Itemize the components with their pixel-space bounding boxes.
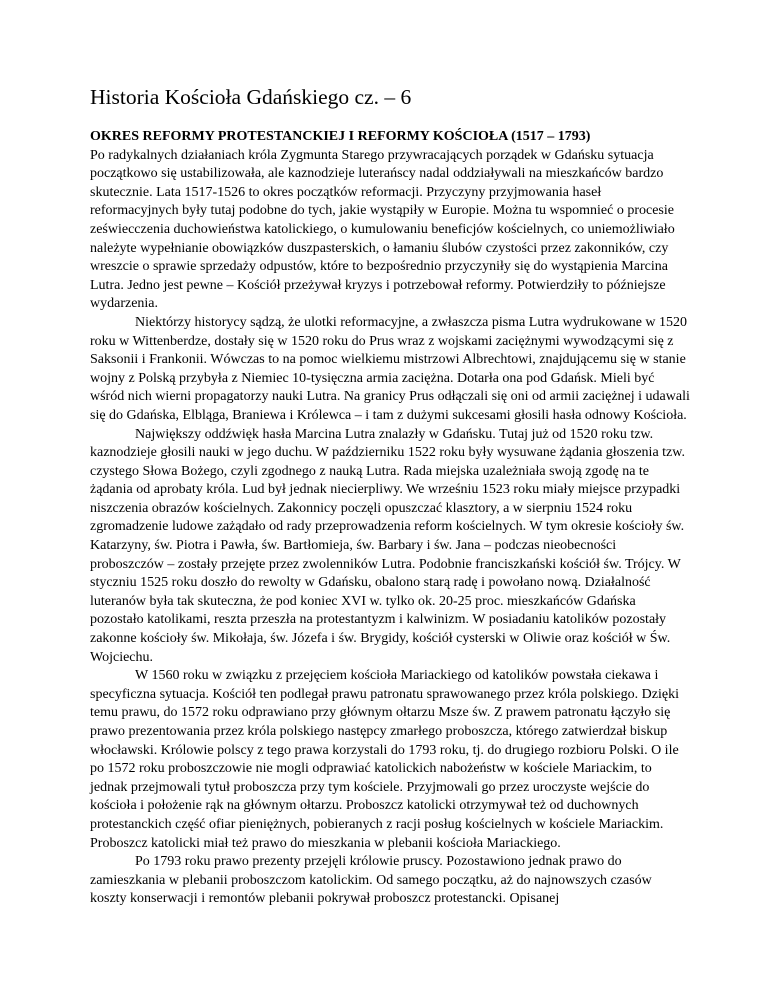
document-body <box>90 128 690 909</box>
paragraph-3: Największy oddźwięk hasła Marcina Lutra znalazły w Gdańsku. Tutaj już od 1520 roku tzw. kaznodzieje głosili nauki w jego duchu. W październiku 1522 roku były wysuwane żądania głoszenia tzw. czystego Słowa Bożego, czyli zgodnego z nauką Lutra. Rada miejska uzależniała swoją zgodę na te żądania od aprobaty króla. Lud był jednak niecierpliwy. We wrześniu 1523 roku miały miejsce przypadki niszczenia obrazów kościelnych. Zakonnicy poczęli opuszczać klasztory, a w sierpniu 1524 roku zgromadzenie ludowe zażądało od rady przeprowadzenia reform kościelnych. W tym okresie kościoły św. Katarzyny, św. Piotra i Pawła, św. Bartłomieja, św. Barbary i św. Jana – podczas nieobecności proboszczów – zostały przejęte przez zwolenników Lutra. Podobnie franciszkański kościół św. Trójcy. W styczniu 1525 roku doszło do rewolty w Gdańsku, obalono starą radę i powołano nową. Działalność luteranów była tak skuteczna, że pod koniec XVI w. tylko ok. 20-25 proc. mieszkańców Gdańska pozostało katolikami, reszta przeszła na protestantyzm i kalwinizm. W posiadaniu katolików pozostały zakonne kościoły św. Mikołaja, św. Józefa i św. Brygidy, kościół cysterski w Oliwie oraz kościół w Św. Wojciechu. <box>90 426 685 665</box>
document-page <box>90 84 690 909</box>
paragraph-2: Niektórzy historycy sądzą, że ulotki reformacyjne, a zwłaszcza pisma Lutra wydrukowane w 1520 roku w Wittenberdze, dostały się w 1520 roku do Prus wraz z wojskami zaciężnymi wywodzącymi się z Saksonii i Frankonii. Wówczas to na pomoc wielkiemu mistrzowi Albrechtowi, znajdującemu się w stanie wojny z Polską przybyła z Niemiec 10-tysięczna armia zaciężna. Dotarła ona pod Gdańsk. Mieli być wśród nich wierni propagatorzy nauki Lutra. Na granicy Prus odłączali się oni od armii zaciężnej i udawali się do Gdańska, Elbląga, Braniewa i Królewca – i tam z dużymi sukcesami głosili hasła odnowy Kościoła. <box>90 314 690 423</box>
paragraph-4: W 1560 roku w związku z przejęciem kościoła Mariackiego od katolików powstała ciekawa i specyficzna sytuacja. Kościół ten podlegał prawu patronatu sprawowanego przez króla polskiego. Dzięki temu prawu, do 1572 roku odprawiano przy głównym ołtarzu Msze św. Z prawem patronatu łączyło się prawo prezentowania przez króla polskiego następcy zmarłego proboszcza, którego zatwierdzał biskup włocławski. Królowie polscy z tego prawa korzystali do 1793 roku, tj. do drugiego rozbioru Polski. O ile po 1572 roku proboszczowie nie mogli odprawiać katolickich nabożeństw w kościele Mariackim, to jednak przejmowali tytuł proboszcza przy tym kościele. Przyjmowali go przez uroczyste wejście do kościoła i położenie rąk na głównym ołtarzu. Proboszcz katolicki otrzymywał też od duchownych protestanckich część ofiar pieniężnych, pobieranych z racji posług kościelnych w kościele Mariackim. Proboszcz katolicki miał też prawo do mieszkania w plebanii kościoła Mariackiego. <box>90 668 679 851</box>
section-heading: OKRES REFORMY PROTESTANCKIEJ I REFORMY KOŚCIOŁA (1517 – 1793) <box>90 129 591 144</box>
paragraph-1: Po radykalnych działaniach króla Zygmunta Starego przywracających porządek w Gdańsku sytuacja początkowo się ustabilizowała, ale kaznodzieje luterańscy nadal oddziaływali na mieszkańców bardzo skutecznie. Lata 1517-1526 to okres początków reformacji. Przyczyny przyjmowania haseł reformacyjnych były tutaj podobne do tych, jakie wystąpiły w Europie. Można tu wspomnieć o procesie zeświecczenia duchowieństwa katolickiego, o kumulowaniu beneficjów kościelnych, co uniemożliwiało należyte wypełnianie obowiązków duszpasterskich, o łamaniu ślubów czystości przez zakonników, czy wreszcie o sprawie sprzedaży odpustów, które to bezpośrednio przyczyniły się do wystąpienia Marcina Lutra. Jedno jest pewne – Kościół przeżywał kryzys i potrzebował reformy. Potwierdziły to późniejsze wydarzenia. <box>90 147 675 312</box>
paragraph-5: Po 1793 roku prawo prezenty przejęli królowie pruscy. Pozostawiono jednak prawo do zamieszkania w plebanii proboszczom katolickim. Od samego początku, aż do najnowszych czasów koszty konserwacji i remontów plebanii pokrywał proboszcz protestancki. Opisanej <box>90 854 652 907</box>
document-title: Historia Kościoła Gdańskiego cz. – 6 <box>90 85 412 109</box>
